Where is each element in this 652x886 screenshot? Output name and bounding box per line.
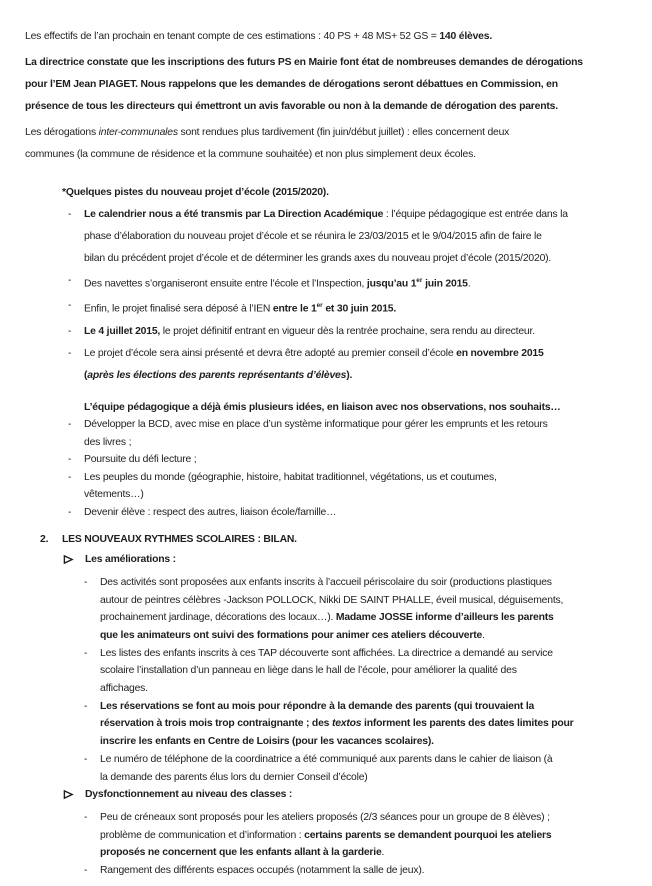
list-item-text [85, 551, 652, 569]
text-run: ( [84, 369, 88, 381]
text-run: proposés ne concernent que les enfants allant à la garderie [100, 847, 382, 859]
list-item-text [85, 786, 652, 804]
list-number: 2. [40, 534, 49, 546]
text-run: Des activités sont proposées aux enfants inscrits à l’accueil périscolaire du soir (productions plastiques [100, 576, 552, 588]
list-item-text [100, 645, 652, 698]
document-body [0, 26, 652, 880]
spacer [0, 170, 652, 182]
text-run: La directrice constate que les inscriptions des futurs PS en Mairie font état de nombreuses demandes de dérogations [25, 57, 583, 68]
dash-bullet-icon: - [68, 275, 72, 286]
text-run: sont rendues plus tardivement (fin juin/début juillet) : elles concernent deux [177, 127, 510, 138]
list-item-text [84, 321, 652, 343]
list-item-text [100, 862, 652, 880]
dash-bullet-icon: - [84, 647, 88, 659]
list-item-text [84, 504, 652, 522]
text-run: Développer la BCD, avec mise en place d’un système informatique pour gérer les emprunts et les retours [84, 419, 548, 431]
text-run: affichages. [100, 683, 148, 695]
list-item-text [100, 751, 652, 786]
text-run: Les améliorations : [85, 554, 176, 566]
text-run: inter-communales [98, 127, 178, 138]
paragraph [25, 52, 638, 118]
text-run: Les effectifs de l’an prochain en tenant compte de ces estimations : 40 PS + 48 MS+ 52 GS = [25, 31, 440, 42]
list-item-text [84, 295, 652, 320]
text-run: phase d’élaboration du nouveau projet d’école et se réunira le 23/03/2015 et le 9/04/2015 afin de faire le [84, 231, 542, 242]
dash-bullet-icon: - [68, 209, 72, 220]
text-run: Le numéro de téléphone de la coordinatrice a été communiqué aux parents dans le cahier de liaison (à [100, 753, 553, 765]
text-run: . [381, 847, 385, 859]
dash-bullet-icon: - [84, 753, 88, 765]
text-run: er [316, 302, 323, 310]
list-item [68, 295, 652, 320]
text-run: prochainement jardinage, décorations des locaux…). [100, 612, 336, 624]
text-run: vêtements…) [84, 489, 144, 501]
text-run: en novembre 2015 [456, 347, 544, 359]
text-run: Le calendrier nous a été transmis par La Direction Académique [84, 209, 384, 220]
spacer [0, 521, 652, 531]
dash-bullet-icon: - [68, 347, 72, 359]
heading [84, 399, 638, 417]
sub-heading-item [63, 551, 652, 572]
dash-bullet-icon: - [68, 300, 72, 312]
dash-bullet-icon: - [84, 576, 88, 588]
list-item [68, 321, 652, 343]
text-run: Les dérogations [25, 127, 99, 138]
text-run: textos [331, 718, 362, 730]
list-item-text [84, 416, 652, 451]
list-item-text [84, 204, 652, 270]
list-item [84, 645, 652, 698]
text-run: LES NOUVEAUX RYTHMES SCOLAIRES : BILAN. [62, 534, 297, 546]
text-run: bilan du précédent projet d’école et de déterminer les grands axes du nouveau projet d’école (2015/2020). [84, 253, 552, 264]
text-run: Le projet d’école sera ainsi présenté et devra être adopté au premier conseil d’école [84, 347, 457, 359]
arrow-bullet-icon [63, 786, 85, 807]
text-run: réservation à trois mois trop contraignante ; des [100, 718, 332, 730]
list-item [84, 698, 652, 751]
list-item [68, 343, 652, 387]
list-item-text [100, 809, 652, 862]
text-run: autour de peintres célèbres -Jackson POLLOCK, Nikki DE SAINT PHALLE, éveil musical, déguisements, [100, 594, 564, 606]
paragraph [25, 122, 638, 166]
list-item [84, 574, 652, 645]
list-item [68, 204, 652, 270]
text-run: Le 4 juillet 2015, [84, 325, 161, 337]
list-item-text [84, 343, 652, 387]
list-item-text [84, 270, 652, 295]
text-run: pour l’EM Jean PIAGET. Nous rappelons que les demandes de dérogations seront débattues en Commission, en [25, 79, 558, 90]
text-run: Devenir élève : respect des autres, liaison école/famille… [84, 506, 337, 518]
list-item-text [84, 469, 652, 504]
text-run: des livres ; [84, 436, 132, 448]
list-item [84, 809, 652, 862]
paragraph [25, 26, 638, 48]
text-run: après les élections des parents représentants d’élèves [87, 369, 347, 381]
text-run: présence de tous les directeurs qui émettront un avis favorable ou non à la demande de dérogation des parents. [25, 101, 558, 112]
list-item [84, 751, 652, 786]
text-run: jusqu’au 1 [366, 278, 417, 290]
list-item [68, 416, 652, 451]
text-run: inscrire les enfants en Centre de Loisirs (pour les vacances scolaires). [100, 736, 434, 748]
text-run: la demande des parents élus lors du dernier Conseil d’école) [100, 771, 368, 783]
dash-bullet-icon: - [68, 419, 72, 431]
text-run: Rangement des différents espaces occupés (notamment la salle de jeux). [100, 865, 425, 877]
list-item-text [62, 531, 652, 549]
text-run: Les peuples du monde (géographie, histoire, habitat traditionnel, végétations, us et coutumes, [84, 471, 497, 483]
list-item-text [100, 574, 652, 645]
text-run: communes (la commune de résidence et la commune souhaitée) et non plus simplement deux écoles. [25, 149, 476, 160]
text-run: scolaire l’installation d’un panneau en liège dans le hall de l’école, pour améliorer la qualité des [100, 665, 517, 677]
sub-heading-item [63, 786, 652, 807]
text-run: : l’équipe pédagogique est entrée dans la [383, 209, 568, 220]
text-run: informent les parents des dates limites pour [361, 718, 574, 730]
text-run: et 30 juin 2015. [322, 303, 397, 315]
text-run: Enfin, le projet finalisé sera déposé à l’IEN [84, 303, 273, 315]
text-run: Madame JOSSE informe d’ailleurs les parents [335, 612, 554, 624]
text-run: . [467, 278, 471, 290]
dash-bullet-icon: - [84, 865, 88, 877]
list-item [68, 504, 652, 522]
text-run: entre le 1 [272, 303, 317, 315]
dash-bullet-icon: - [68, 325, 72, 337]
dash-bullet-icon: - [84, 811, 88, 823]
text-run: Des navettes s’organiseront ensuite entre l’école et l’Inspection, [84, 278, 367, 290]
text-run: ). [346, 369, 353, 381]
text-run: Peu de créneaux sont proposés pour les ateliers proposés (2/3 séances pour un groupe de 8 élèves) ; [100, 811, 550, 823]
text-run: Poursuite du défi lecture ; [84, 454, 197, 466]
heading [62, 182, 638, 204]
text-run: *Quelques pistes du nouveau projet d’école (2015/2020). [62, 187, 329, 198]
text-run: 140 élèves. [439, 31, 493, 42]
list-item [68, 451, 652, 469]
dash-bullet-icon: - [68, 471, 72, 483]
list-item [68, 270, 652, 295]
list-item-text [84, 451, 652, 469]
text-run: L’équipe pédagogique a déjà émis plusieurs idées, en liaison avec nos observations, nos souhaits… [84, 401, 561, 413]
text-run: . [482, 629, 485, 641]
list-item-text [100, 698, 652, 751]
text-run: Les réservations se font au mois pour répondre à la demande des parents (qui trouvaient la [100, 700, 535, 712]
text-run: juin 2015 [422, 278, 468, 290]
text-run: que les animateurs ont suivi des formations pour animer ces ateliers découverte [100, 629, 483, 641]
dash-bullet-icon: - [68, 454, 72, 466]
dash-bullet-icon: - [84, 700, 88, 712]
text-run: le projet définitif entrant en vigueur dès la rentrée prochaine, sera rendu au directeur. [160, 325, 535, 337]
list-item [84, 862, 652, 880]
dash-bullet-icon: - [68, 506, 72, 518]
text-run: Les listes des enfants inscrits à ces TAP découverte sont affichées. La directrice a demandé au service [100, 647, 553, 659]
arrow-bullet-icon [63, 551, 85, 572]
list-item [68, 469, 652, 504]
section-heading [40, 531, 652, 549]
spacer [0, 387, 652, 399]
text-run: problème de communication et d’information : [100, 829, 305, 841]
text-run: er [416, 277, 423, 284]
text-run: Dysfonctionnement au niveau des classes : [85, 789, 293, 801]
text-run: certains parents se demandent pourquoi les ateliers [304, 829, 552, 841]
